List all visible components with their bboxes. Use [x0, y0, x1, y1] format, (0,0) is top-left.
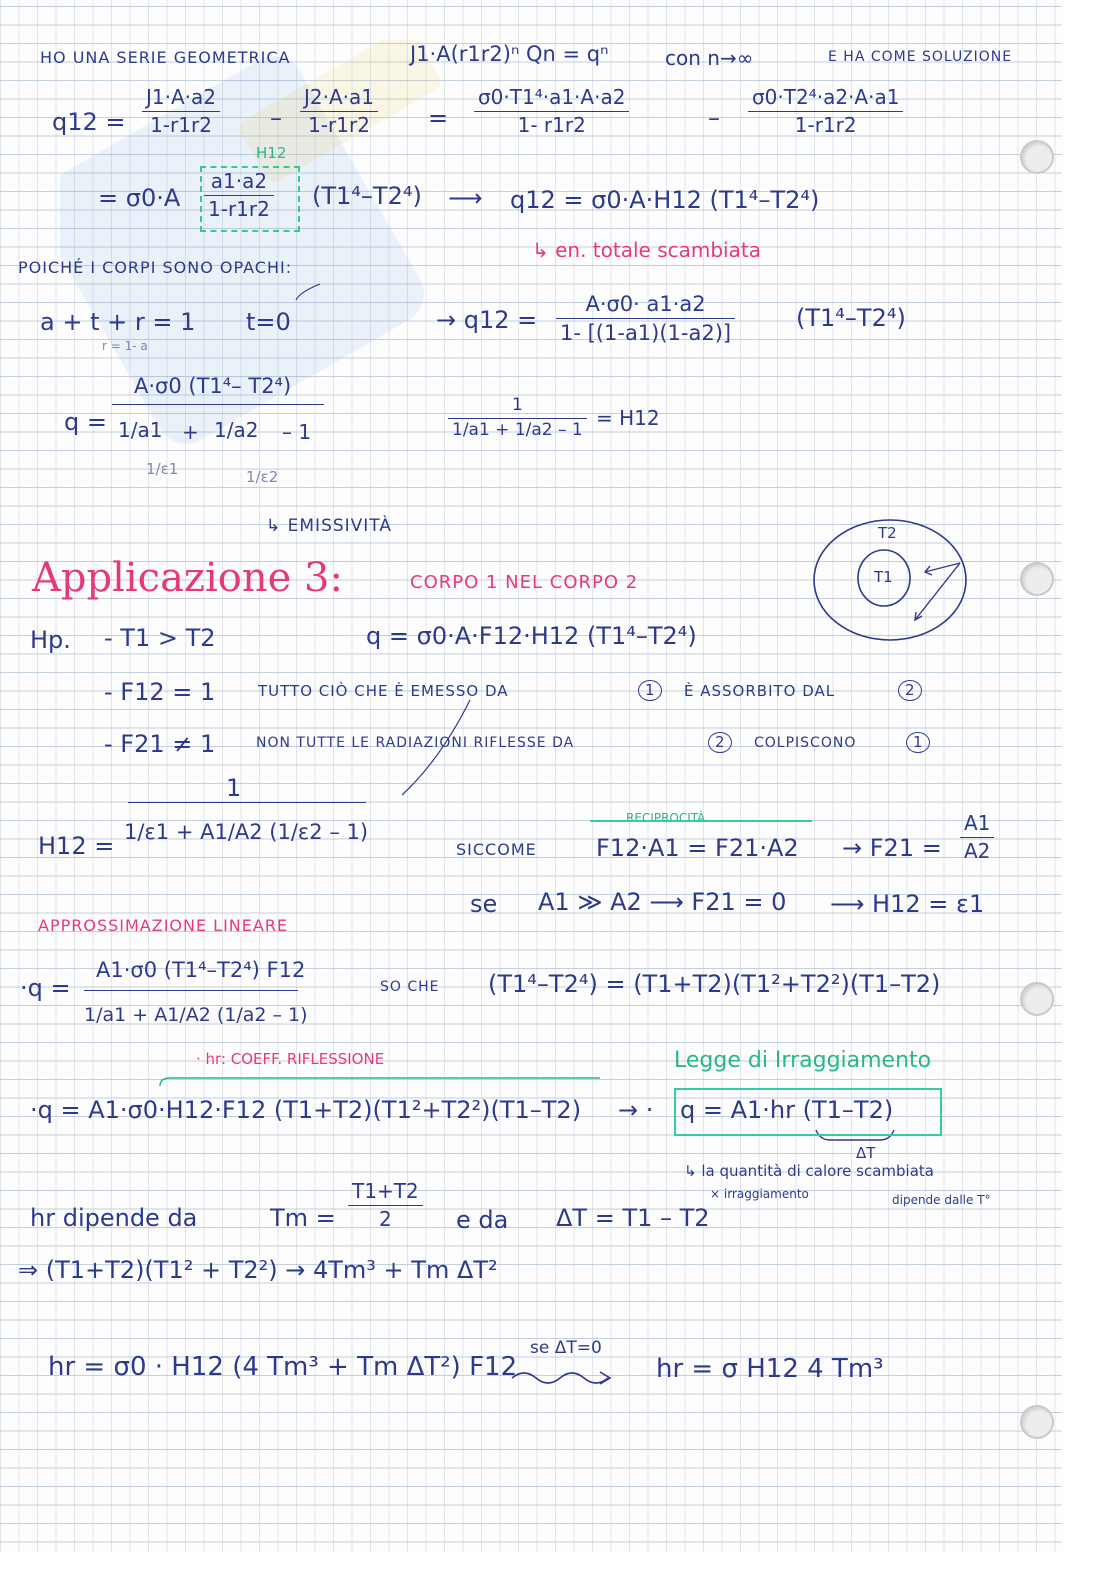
- delta-t-definition: ΔT = T1 – T2: [556, 1204, 710, 1232]
- circled-1: 1: [906, 732, 930, 753]
- binder-hole: [1020, 1405, 1054, 1439]
- t-zero: t=0: [246, 308, 291, 336]
- fraction-denominator: 1-r1r2: [794, 113, 857, 137]
- fraction-3: [474, 86, 629, 137]
- hypothesis-2-text-b: È ASSORBITO DAL: [684, 682, 836, 700]
- linear-denominator: 1/a1 + A1/A2 (1/a2 – 1): [84, 1004, 308, 1026]
- binder-hole: [1020, 562, 1054, 596]
- fraction-denominator: 1/a1 + 1/a2 – 1: [452, 419, 583, 440]
- area-condition: A1 ≫ A2 ⟶ F21 = 0: [538, 888, 787, 916]
- fraction-numerator: A·σ0· a1·a2: [585, 292, 706, 316]
- heat-note-1: ↳ la quantità di calore scambiata: [684, 1162, 934, 1180]
- hr-note: · hr: COEFF. RIFLESSIONE: [196, 1050, 385, 1068]
- equals-sign: =: [428, 104, 449, 132]
- heat-note-2: × irraggiamento: [710, 1187, 809, 1201]
- arrow: ⟶: [448, 184, 483, 212]
- fraction-denominator: 2: [378, 1207, 392, 1231]
- t2-label: T2: [878, 524, 897, 542]
- fraction-4: [748, 86, 903, 137]
- hp-formula: q = σ0·A·F12·H12 (T1⁴–T2⁴): [366, 622, 697, 650]
- h12-label: H12 =: [38, 832, 115, 860]
- tm-fraction: [348, 1180, 423, 1231]
- fraction-numerator: σ0·T1⁴·a1·A·a2: [478, 85, 626, 109]
- hr-simplified: hr = σ H12 4 Tm³: [656, 1354, 884, 1384]
- reciprocity-label: RECIPROCITÀ: [626, 811, 706, 825]
- q12-result: q12 = σ0·A·H12 (T1⁴–T2⁴): [510, 186, 820, 214]
- fraction-numerator: 1: [511, 395, 523, 415]
- factorization-identity: (T1⁴–T2⁴) = (T1+T2)(T1²+T2²)(T1–T2): [488, 970, 941, 998]
- reciprocity-equation: F12·A1 = F21·A2: [596, 834, 799, 862]
- reciprocity-bracket: [590, 820, 812, 822]
- fraction-denominator: 1- [(1-a1)(1-a2)]: [560, 321, 732, 346]
- minus-sign: –: [708, 104, 720, 132]
- fraction-bar: [128, 802, 366, 803]
- temperature-difference: (T1⁴–T2⁴): [312, 182, 422, 210]
- irraggiamento-law: Legge di Irraggiamento: [674, 1048, 932, 1073]
- q-numerator: A·σ0 (T1⁴– T2⁴): [134, 374, 292, 398]
- emissivity-note: ↳ EMISSIVITÀ: [266, 516, 393, 536]
- h12-fraction: [204, 170, 274, 221]
- h12-result: ⟶ H12 = ε1: [830, 890, 985, 918]
- q12-label: q12 =: [52, 108, 126, 136]
- delta-t-condition: se ΔT=0: [530, 1338, 602, 1358]
- hypothesis-1: - T1 > T2: [104, 624, 216, 652]
- bottom-margin: [0, 1552, 1116, 1580]
- minus-sign: –: [270, 104, 282, 132]
- h12-numerator: 1: [226, 774, 242, 802]
- q-den-minus: – 1: [282, 420, 312, 444]
- poiche-text: POICHÉ I CORPI SONO OPACHI:: [18, 258, 293, 277]
- total-energy-note: ↳ en. totale scambiata: [532, 238, 761, 262]
- hypothesis-3-text-b: COLPISCONO: [754, 735, 857, 751]
- fraction-numerator: T1+T2: [352, 1179, 419, 1203]
- section-title: Applicazione 3:: [32, 555, 343, 601]
- circled-2: 2: [898, 680, 922, 701]
- fraction-denominator: 1-r1r2: [308, 113, 370, 137]
- sigma-a-lead: = σ0·A: [98, 184, 181, 212]
- hypothesis-2-text: TUTTO CIÒ CHE È EMESSO DA: [258, 682, 509, 700]
- fraction-1: [142, 86, 220, 137]
- emissivity-1: 1/ε1: [146, 460, 179, 478]
- h12-definition: [448, 396, 587, 440]
- circled-2: 2: [708, 732, 732, 753]
- fraction-denominator: 1- r1r2: [517, 113, 586, 137]
- f21-fraction: [960, 812, 994, 863]
- so-che-text: SO CHE: [380, 979, 440, 995]
- f21-arrow: → F21 =: [842, 834, 942, 862]
- tm-label: Tm =: [270, 1204, 336, 1232]
- e-da-text: e da: [456, 1206, 509, 1234]
- circled-1: 1: [638, 680, 662, 701]
- temperature-difference: (T1⁴–T2⁴): [796, 304, 906, 332]
- boxed-formula: q = A1·hr (T1–T2): [680, 1096, 894, 1124]
- opaque-equation: a + t + r = 1: [40, 308, 196, 336]
- heat-note-3: dipende dalle T°: [892, 1193, 991, 1207]
- q-den-plus: +: [182, 420, 199, 444]
- se-text: se: [470, 890, 498, 918]
- intro-text: HO UNA SERIE GEOMETRICA: [40, 48, 291, 67]
- fraction-numerator: A1: [964, 811, 991, 835]
- right-margin: [1062, 0, 1116, 1580]
- fraction-bar: [84, 990, 298, 991]
- linear-title: APPROSSIMAZIONE LINEARE: [38, 916, 289, 935]
- hypothesis-2: - F12 = 1: [104, 678, 216, 706]
- fraction-numerator: J1·A·a2: [146, 85, 216, 109]
- q-den-b: 1/a2: [214, 418, 259, 442]
- binder-hole: [1020, 140, 1054, 174]
- series-formula: J1·A(r1r2)ⁿ Qn = qⁿ: [410, 42, 609, 66]
- hr-depends: hr dipende da: [30, 1204, 198, 1232]
- arrow-dot: → ·: [618, 1096, 654, 1124]
- linear-expansion: ·q = A1·σ0·H12·F12 (T1+T2)(T1²+T2²)(T1–T2): [30, 1096, 582, 1124]
- hr-formula: hr = σ0 · H12 (4 Tm³ + Tm ΔT²) F12: [48, 1352, 518, 1382]
- limit-text: con n→∞: [665, 46, 754, 70]
- section-subtitle: CORPO 1 NEL CORPO 2: [410, 572, 639, 593]
- fraction-numerator: σ0·T2⁴·a2·A·a1: [752, 85, 900, 109]
- q-den-a: 1/a1: [118, 418, 163, 442]
- approx-implication: ⇒ (T1+T2)(T1² + T2²) → 4Tm³ + Tm ΔT²: [18, 1256, 498, 1284]
- q12-arrow-label: → q12 =: [436, 306, 538, 334]
- t1-label: T1: [874, 568, 893, 586]
- linear-numerator: A1·σ0 (T1⁴–T2⁴) F12: [96, 958, 306, 982]
- r-note: r = 1- a: [102, 339, 148, 353]
- emissivity-2: 1/ε2: [246, 468, 279, 486]
- fraction-numerator: J2·A·a1: [304, 85, 374, 109]
- hypothesis-3-text: NON TUTTE LE RADIAZIONI RIFLESSE DA: [256, 735, 575, 751]
- fraction-denominator: 1-r1r2: [208, 197, 270, 221]
- fraction-numerator: a1·a2: [210, 169, 268, 193]
- h12-denominator: 1/ε1 + A1/A2 (1/ε2 – 1): [124, 820, 369, 844]
- delta-t-label: ΔT: [856, 1144, 876, 1162]
- h12-marker: H12: [256, 144, 287, 162]
- hypothesis-3: - F21 ≠ 1: [104, 730, 216, 758]
- fraction-denominator: A2: [964, 839, 991, 863]
- fraction-bar: [112, 404, 324, 405]
- hp-label: Hp.: [30, 626, 71, 654]
- siccome-text: SICCOME: [456, 840, 537, 859]
- binder-hole: [1020, 982, 1054, 1016]
- fraction-denominator: 1-r1r2: [150, 113, 212, 137]
- q-label: q =: [64, 408, 107, 436]
- solution-text: E HA COME SOLUZIONE: [828, 49, 1013, 65]
- opaque-fraction: [556, 292, 735, 345]
- q-label: ·q =: [20, 974, 71, 1002]
- h12-equals: = H12: [596, 406, 660, 430]
- fraction-2: [300, 86, 378, 137]
